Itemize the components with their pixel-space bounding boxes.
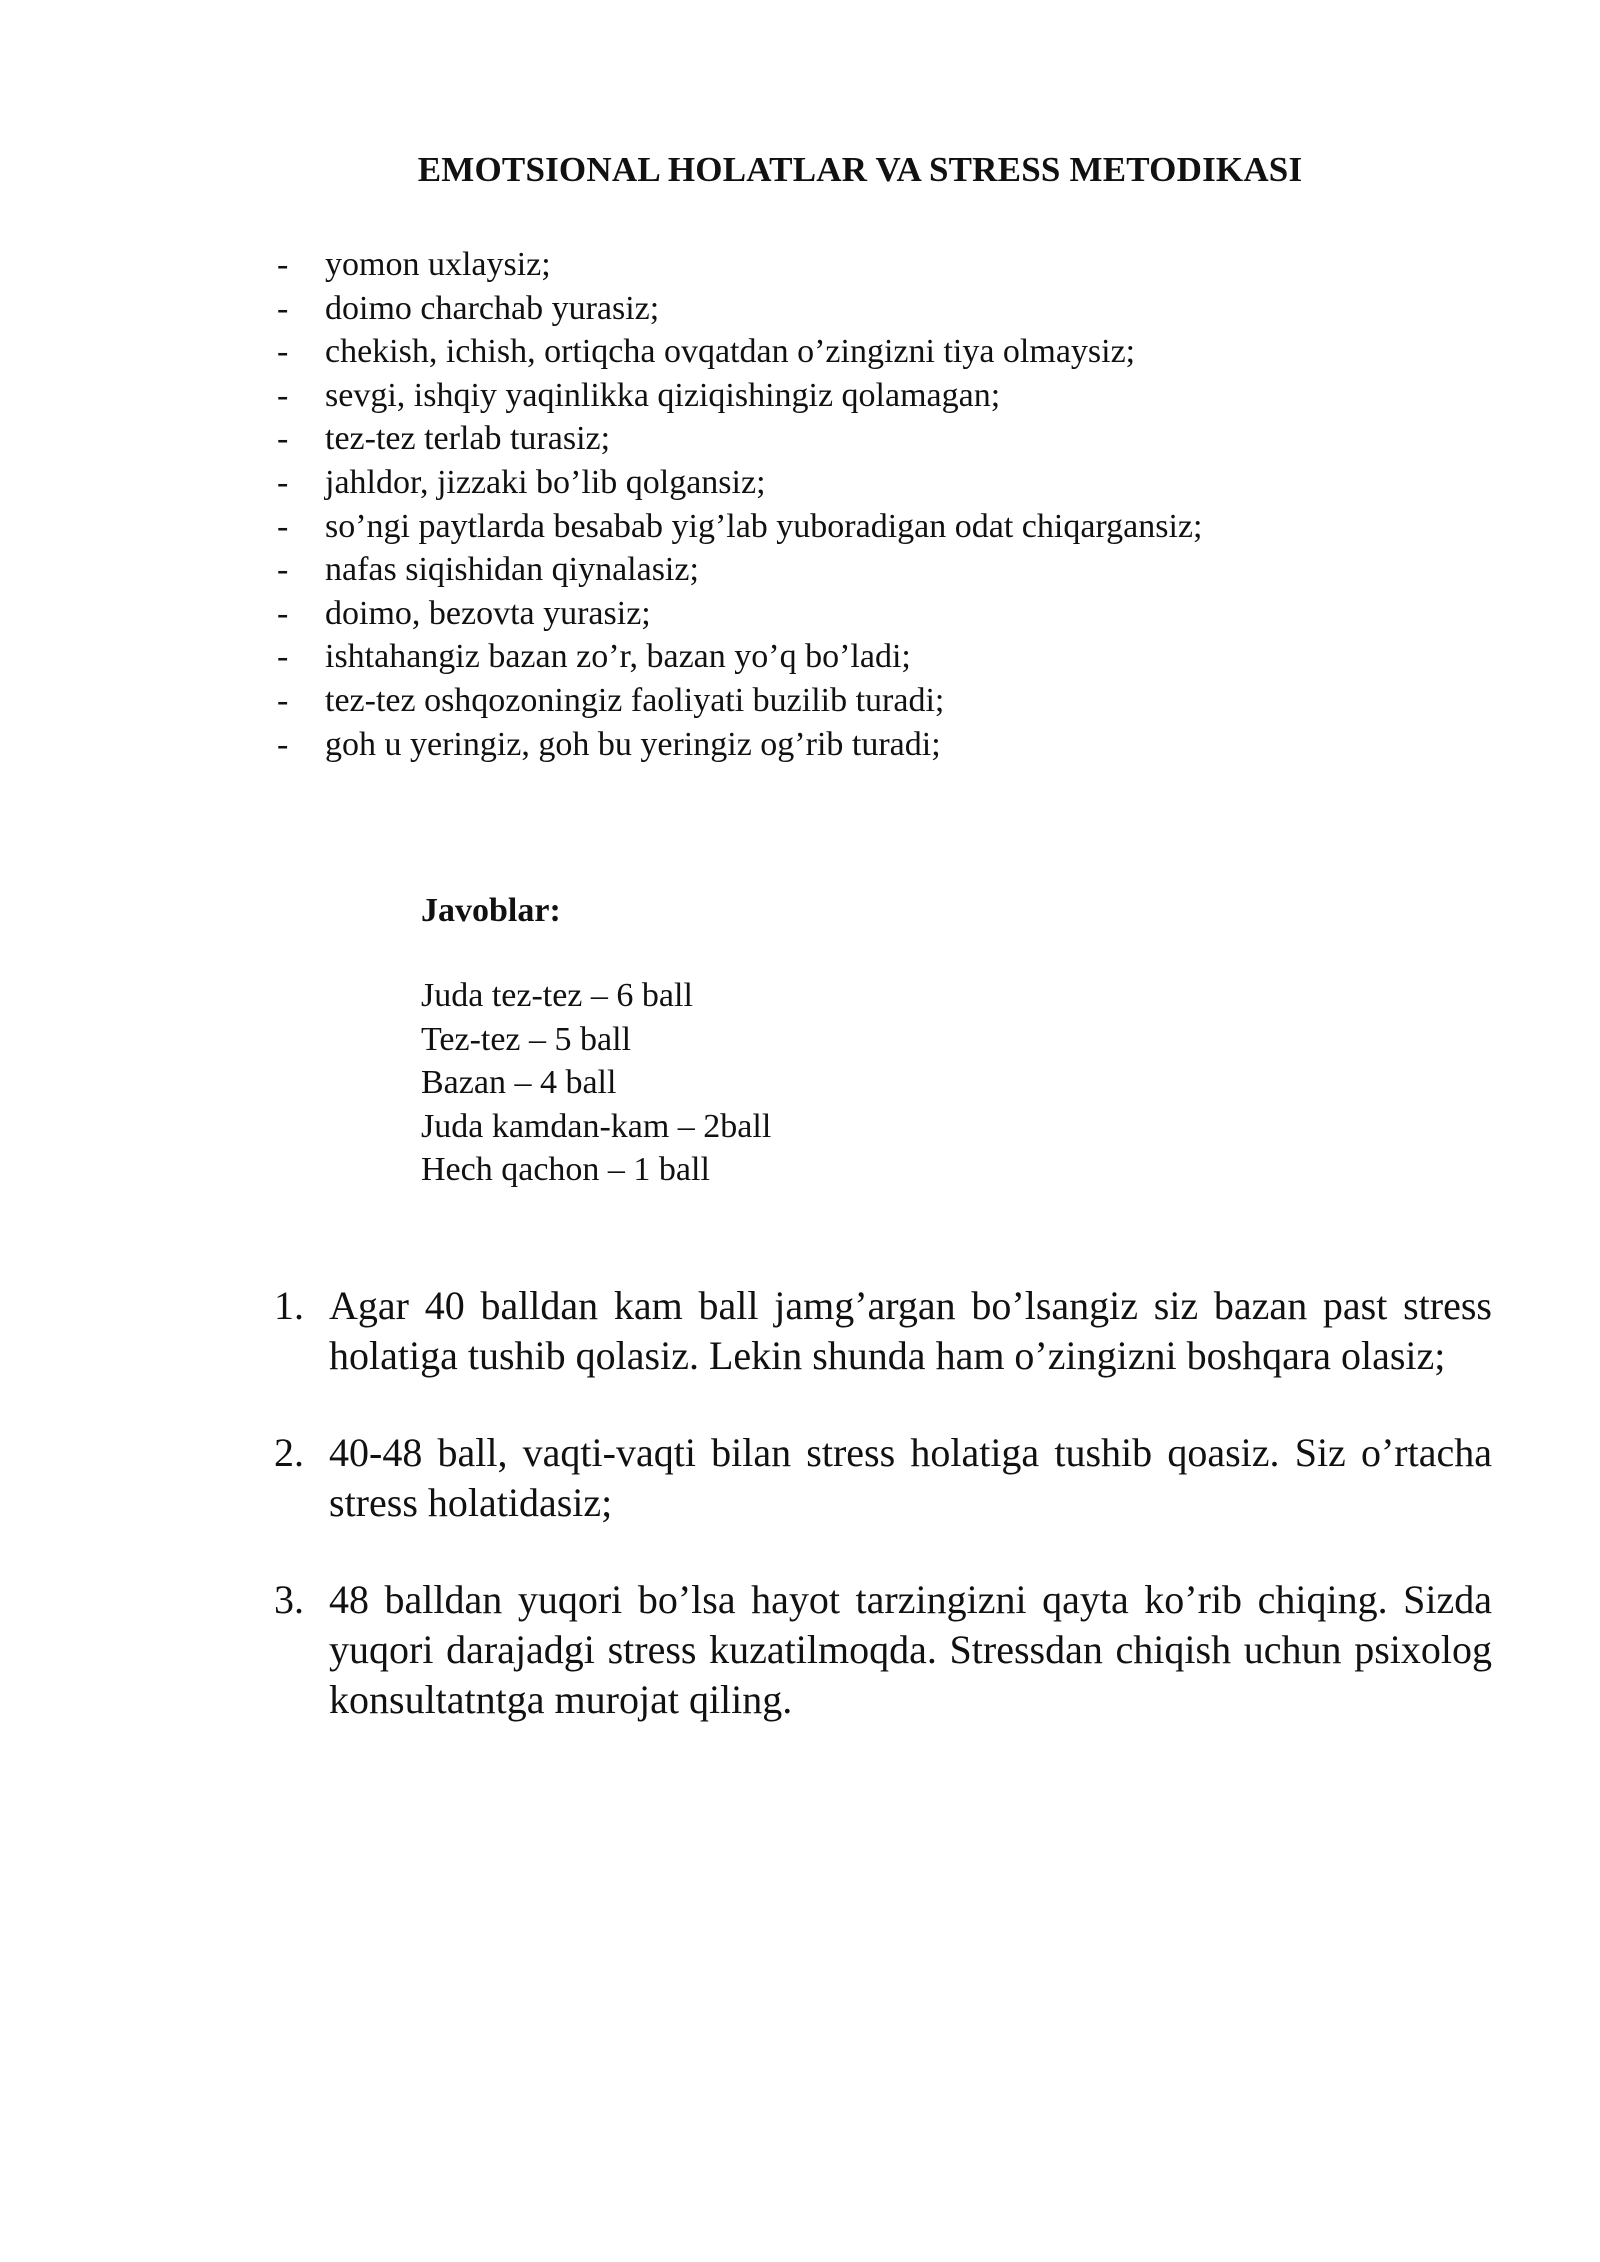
- result-number: 3.: [274, 1577, 304, 1622]
- answer-option: Juda kamdan-kam – 2ball: [421, 1107, 772, 1145]
- symptom-item: [277, 243, 1202, 287]
- symptom-item: [277, 679, 1202, 723]
- symptom-item: [277, 592, 1202, 636]
- answers-section: [421, 890, 771, 1192]
- symptom-text: yomon uxlaysiz;: [325, 246, 551, 283]
- result-item: [270, 1575, 1492, 1725]
- result-number: 2.: [274, 1430, 304, 1475]
- list-dash: -: [277, 333, 289, 371]
- document-title: EMOTSIONAL HOLATLAR VA STRESS METODIKASI: [417, 150, 1303, 189]
- symptom-item: [277, 505, 1202, 549]
- result-text: Agar 40 balldan kam ball jamg’argan bo’lsangiz siz bazan past stress holatiga tushib qolasiz. Lekin shunda ham o’zingizni boshqara olasiz;: [329, 1283, 1492, 1378]
- symptom-text: tez-tez terlab turasiz;: [325, 420, 611, 458]
- results-list: [270, 1281, 1492, 1772]
- list-dash: -: [277, 507, 289, 545]
- symptom-item: [277, 330, 1202, 374]
- answer-option: Tez-tez – 5 ball: [421, 1020, 632, 1058]
- result-number: 1.: [274, 1283, 304, 1328]
- symptom-text: tez-tez oshqozoningiz faoliyati buzilib turadi;: [325, 681, 945, 719]
- symptom-item: [277, 374, 1202, 418]
- symptom-text: jahldor, jizzaki bo’lib qolgansiz;: [325, 463, 766, 501]
- result-text: 40-48 ball, vaqti-vaqti bilan stress holatiga tushib qoasiz. Siz o’rtacha stress holatidasiz;: [329, 1430, 1492, 1525]
- symptom-item: [277, 548, 1202, 592]
- answer-option: Bazan – 4 ball: [421, 1064, 617, 1102]
- symptom-item: [277, 635, 1202, 679]
- symptom-item: [277, 417, 1202, 461]
- answer-option: Hech qachon – 1 ball: [421, 1151, 710, 1189]
- list-dash: -: [277, 725, 289, 763]
- list-dash: -: [277, 289, 289, 327]
- symptom-text: goh u yeringiz, goh bu yeringiz og’rib turadi;: [325, 725, 941, 763]
- result-text: 48 balldan yuqori bo’lsa hayot tarzingizni qayta ko’rib chiqing. Sizda yuqori darajadgi stress kuzatilmoqda. Stressdan chiqish uchun psixolog konsultatntga murojat qiling.: [329, 1577, 1492, 1722]
- symptom-text: ishtahangiz bazan zo’r, bazan yo’q bo’ladi;: [325, 638, 911, 676]
- symptom-text: doimo, bezovta yurasiz;: [325, 594, 651, 632]
- symptom-item: [277, 461, 1202, 505]
- answer-option: Juda tez-tez – 6 ball: [421, 977, 693, 1014]
- symptom-text: doimo charchab yurasiz;: [325, 289, 660, 327]
- list-dash: -: [277, 376, 289, 414]
- symptom-item: [277, 287, 1202, 331]
- symptom-text: so’ngi paytlarda besabab yig’lab yuboradigan odat chiqargansiz;: [325, 507, 1203, 545]
- symptom-list: [277, 243, 1202, 766]
- symptom-text: sevgi, ishqiy yaqinlikka qiziqishingiz qolamagan;: [325, 376, 1001, 414]
- result-item: [270, 1428, 1492, 1528]
- list-dash: -: [277, 594, 289, 632]
- list-dash: -: [277, 246, 289, 283]
- list-dash: -: [277, 463, 289, 501]
- list-dash: -: [277, 420, 289, 458]
- list-dash: -: [277, 551, 289, 589]
- answers-heading: Javoblar:: [421, 892, 561, 929]
- symptom-text: chekish, ichish, ortiqcha ovqatdan o’zingizni tiya olmaysiz;: [325, 333, 1136, 371]
- symptom-item: [277, 723, 1202, 767]
- symptom-text: nafas siqishidan qiynalasiz;: [325, 551, 699, 589]
- result-item: [270, 1281, 1492, 1381]
- list-dash: -: [277, 638, 289, 676]
- list-dash: -: [277, 681, 289, 719]
- answer-scale-list: [421, 974, 771, 1192]
